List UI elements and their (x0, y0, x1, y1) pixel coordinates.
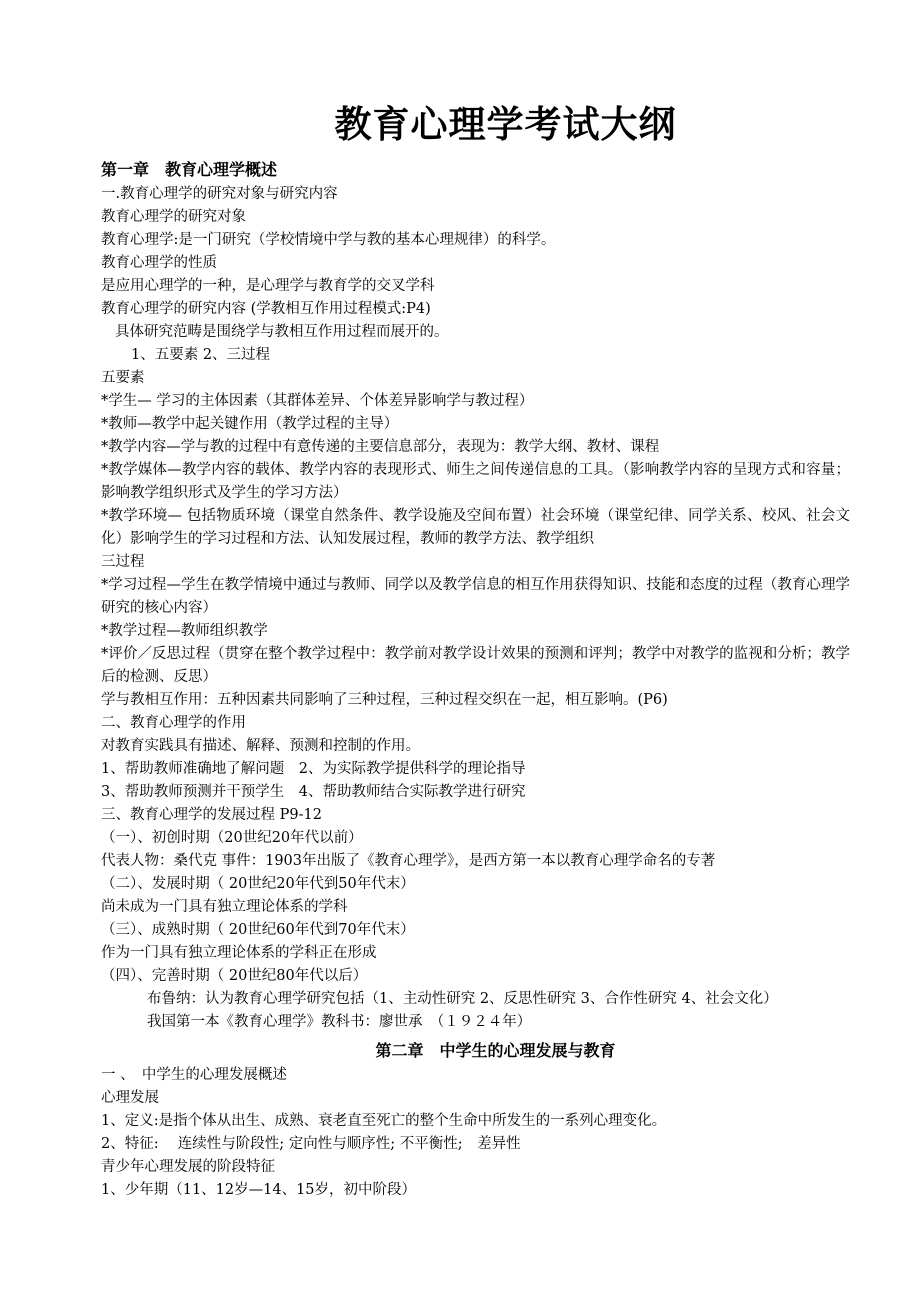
chapter-1-heading: 第一章 教育心理学概述 (101, 160, 278, 179)
paragraph: 具体研究范畴是围绕学与教相互作用过程而展开的。 (115, 324, 449, 340)
list-item: *教学过程—教师组织教学 (101, 623, 268, 639)
period-heading: （四）、完善时期（ 20世纪80年代以后） (101, 968, 368, 984)
subsection-heading: 教育心理学的性质 (101, 255, 217, 271)
paragraph: 1、定义:是指个体从出生、成熟、衰老直至死亡的整个生命中所发生的一系列心理变化。 (101, 1113, 667, 1129)
chapter-2-heading: 第二章 中学生的心理发展与教育 (375, 1041, 616, 1060)
paragraph: 尚未成为一门具有独立理论体系的学科 (101, 899, 348, 915)
section-heading: 三、教育心理学的发展过程 P9-12 (101, 807, 322, 823)
subsection-heading: 三过程 (101, 554, 145, 570)
list-item: 1、少年期（11、12岁—14、15岁，初中阶段） (101, 1182, 417, 1198)
section-heading: 一.教育心理学的研究对象与研究内容 (101, 186, 338, 202)
paragraph: 代表人物：桑代克 事件：1903年出版了《教育心理学》，是西方第一本以教育心理学命名的专著 (101, 853, 716, 869)
list-item: *教师—教学中起关键作用（教学过程的主导） (101, 416, 399, 432)
period-heading: （二）、发展时期（ 20世纪20年代到50年代末） (101, 876, 415, 892)
subsection-heading: 青少年心理发展的阶段特征 (101, 1159, 275, 1175)
paragraph: 2、特征: 连续性与阶段性; 定向性与顺序性; 不平衡性; 差异性 (101, 1136, 521, 1152)
paragraph: 教育心理学:是一门研究（学校情境中学与教的基本心理规律）的科学。 (101, 232, 556, 248)
list-item: *教学内容—学与教的过程中有意传递的主要信息部分，表现为：教学大纲、教材、课程 (101, 439, 660, 455)
subsection-heading: 教育心理学的研究对象 (101, 209, 246, 225)
list-item: *教学媒体—教学内容的载体、教学内容的表现形式、师生之间传递信息的工具。（影响教学内容的呈现方式和容量；影响教学组织形式及学生的学习方法） (101, 462, 850, 501)
paragraph: 作为一门具有独立理论体系的学科正在形成 (101, 945, 377, 961)
paragraph: 我国第一本《教育心理学》教科书：廖世承 （１９２４年） (147, 1014, 532, 1030)
paragraph: 布鲁纳：认为教育心理学研究包括（1、主动性研究 2、反思性研究 3、合作性研究 4、社会文化） (147, 991, 778, 1007)
section-heading: 二、教育心理学的作用 (101, 715, 246, 731)
paragraph: 学与教相互作用：五种因素共同影响了三种过程，三种过程交织在一起，相互影响。(P6) (101, 692, 668, 708)
section-heading: 一 、 中学生的心理发展概述 (101, 1067, 287, 1083)
list-item: *学生— 学习的主体因素（其群体差异、个体差异影响学与教过程） (101, 393, 534, 409)
paragraph: 是应用心理学的一种，是心理学与教育学的交叉学科 (101, 278, 435, 294)
list-item: *学习过程—学生在教学情境中通过与教师、同学以及教学信息的相互作用获得知识、技能和态度的过程（教育心理学研究的核心内容） (101, 577, 850, 616)
document-title: 教育心理学考试大纲 (334, 103, 677, 146)
list-item: *教学环境— 包括物质环境（课堂自然条件、教学设施及空间布置）社会环境（课堂纪律、同学关系、校风、社会文化）影响学生的学习过程和方法、认知发展过程，教师的教学方法、教学组织 (101, 508, 850, 547)
list-item: 1、帮助教师准确地了解问题 2、为实际教学提供科学的理论指导 (101, 761, 526, 777)
paragraph: 对教育实践具有描述、解释、预测和控制的作用。 (101, 738, 420, 754)
subsection-heading: 心理发展 (101, 1090, 159, 1106)
subsection-heading: 五要素 (101, 370, 145, 386)
period-heading: （一）、初创时期（20世纪20年代以前） (101, 830, 363, 846)
list-item: 3、帮助教师预测并干预学生 4、帮助教师结合实际教学进行研究 (101, 784, 526, 800)
list-item: 1、五要素 2、三过程 (131, 347, 271, 363)
period-heading: （三）、成熟时期（ 20世纪60年代到70年代末） (101, 922, 415, 938)
paragraph: 教育心理学的研究内容 (学教相互作用过程模式:P4) (101, 301, 431, 317)
list-item: *评价／反思过程（贯穿在整个教学过程中：教学前对教学设计效果的预测和评判；教学中对教学的监视和分析；教学后的检测、反思） (101, 646, 850, 685)
